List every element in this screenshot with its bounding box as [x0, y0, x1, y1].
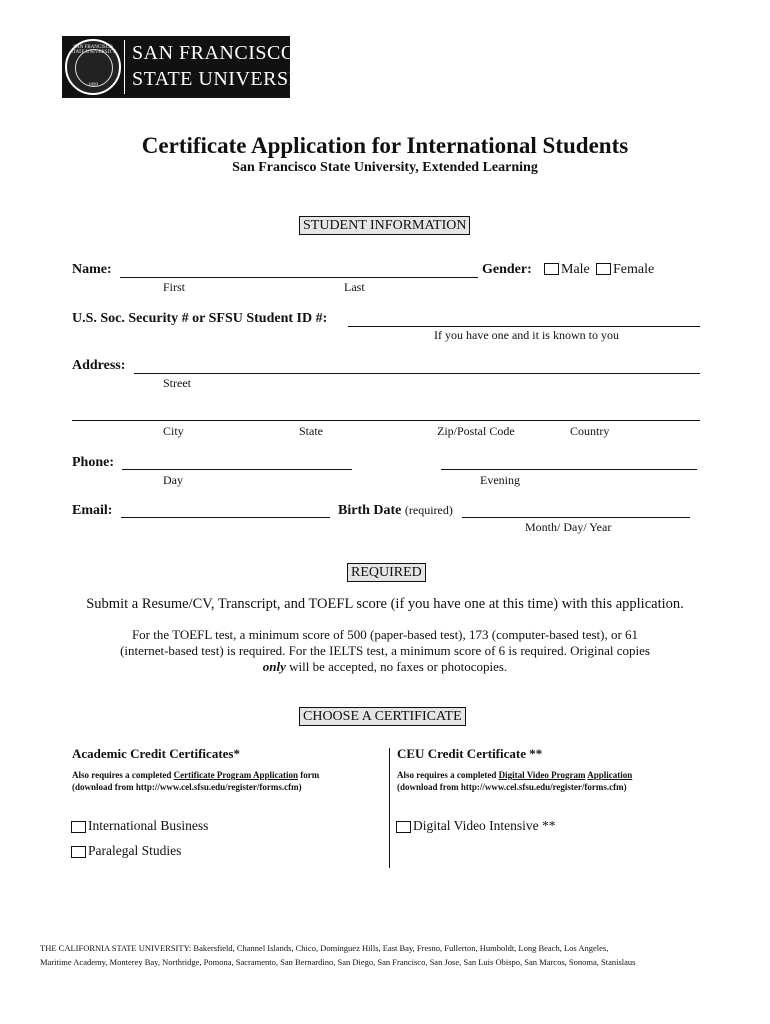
toefl-line-2: (internet-based test) is required. For the IELTS test, a minimum score of 6 is required. Original copies — [120, 643, 650, 658]
ceu-heading: CEU Credit Certificate ** — [397, 746, 543, 761]
street-field[interactable] — [134, 373, 700, 374]
name-label: Name: — [72, 262, 112, 277]
street-caption: Street — [163, 376, 191, 390]
submit-instructions: Submit a Resume/CV, Transcript, and TOEFL score (if you have one at this time) with this application. — [86, 596, 684, 612]
seal-text: SAN FRANCISCO STATE UNIVERSITY — [70, 45, 116, 55]
phone-label: Phone: — [72, 455, 114, 470]
toefl-requirements — [60, 627, 710, 675]
academic-note-suffix: form — [297, 770, 320, 780]
logo-line-2: STATE UNIVERSITY — [132, 68, 324, 90]
birth-date-required: (required) — [404, 503, 453, 517]
footer-line-2: Maritime Academy, Monterey Bay, Northridge, Pomona, Sacramento, San Bernardino, San Diego, San Francisco, San Jose, San Luis Obispo, San Marcos, Sonoma, Stanislaus — [40, 957, 636, 967]
first-name-caption: First — [163, 280, 186, 294]
state-caption: State — [299, 424, 323, 438]
birth-date-text: Birth Date — [338, 503, 402, 518]
digital-video-intensive-label: Digital Video Intensive ** — [413, 818, 556, 833]
ssn-field[interactable] — [348, 326, 700, 327]
international-business-checkbox[interactable] — [71, 821, 86, 833]
international-business-label: International Business — [88, 818, 209, 833]
seal-year: 1899 — [88, 83, 98, 88]
university-logo — [62, 36, 324, 98]
female-option-label: Female — [613, 262, 655, 277]
paralegal-studies-checkbox[interactable] — [71, 846, 86, 858]
academic-note-prefix: Also requires a completed — [72, 770, 174, 780]
birth-date-field[interactable] — [462, 517, 690, 518]
page-subtitle: San Francisco State University, Extended Learning — [232, 160, 538, 175]
gender-label: Gender: — [482, 262, 532, 277]
last-name-caption: Last — [344, 280, 365, 294]
city-state-zip-field[interactable] — [72, 420, 700, 421]
country-caption: Country — [570, 424, 610, 438]
city-caption: City — [163, 424, 184, 438]
ceu-download-note: (download from http://www.cel.sfsu.edu/register/forms.cfm) — [397, 782, 627, 792]
toefl-line-3 — [60, 659, 710, 675]
toefl-line-1: For the TOEFL test, a minimum score of 500 (paper-based test), 173 (computer-based test), or 61 — [131, 627, 639, 642]
university-seal-icon — [65, 39, 121, 95]
ssn-label: U.S. Soc. Security # or SFSU Student ID #: — [72, 311, 328, 326]
email-label: Email: — [72, 503, 113, 518]
paralegal-studies-label: Paralegal Studies — [88, 843, 182, 858]
birth-date-format: Month/ Day/ Year — [525, 520, 612, 534]
required-heading: REQUIRED — [347, 563, 426, 582]
logo-line-1: SAN FRANCISCO — [132, 42, 296, 64]
male-checkbox[interactable] — [544, 263, 559, 275]
birth-date-label — [338, 503, 453, 519]
zip-caption: Zip/Postal Code — [437, 424, 515, 438]
application-link[interactable]: Application — [587, 770, 633, 780]
certificate-program-application-link[interactable]: Certificate Program Application — [173, 770, 298, 780]
toefl-only: only — [262, 659, 286, 674]
male-option-label: Male — [561, 262, 590, 277]
page-title: Certificate Application for International Students — [141, 133, 629, 158]
footer-line-1: THE CALIFORNIA STATE UNIVERSITY: Bakersfield, Channel Islands, Chico, Dominguez Hills, East Bay, Fresno, Fullerton, Humboldt, Long Beach, Los Angeles, — [40, 943, 609, 953]
toefl-line-3-rest: will be accepted, no faxes or photocopies. — [285, 659, 508, 674]
email-field[interactable] — [121, 517, 330, 518]
digital-video-intensive-checkbox[interactable] — [396, 821, 411, 833]
student-info-heading: STUDENT INFORMATION — [299, 216, 470, 235]
ssn-hint: If you have one and it is known to you — [434, 328, 619, 342]
certificate-column-divider — [389, 748, 390, 868]
day-phone-field[interactable] — [122, 469, 352, 470]
academic-heading: Academic Credit Certificates* — [72, 746, 240, 761]
academic-note — [72, 770, 319, 780]
day-phone-caption: Day — [163, 473, 183, 487]
logo-divider — [124, 40, 125, 94]
choose-certificate-heading: CHOOSE A CERTIFICATE — [299, 707, 466, 726]
name-field[interactable] — [120, 277, 478, 278]
ceu-note — [397, 770, 632, 780]
evening-phone-caption: Evening — [480, 473, 520, 487]
address-label: Address: — [72, 358, 126, 373]
ceu-note-prefix: Also requires a completed — [397, 770, 499, 780]
academic-download-note: (download from http://www.cel.sfsu.edu/register/forms.cfm) — [72, 782, 302, 792]
female-checkbox[interactable] — [596, 263, 611, 275]
digital-video-program-link[interactable]: Digital Video Program — [498, 770, 586, 780]
evening-phone-field[interactable] — [441, 469, 697, 470]
